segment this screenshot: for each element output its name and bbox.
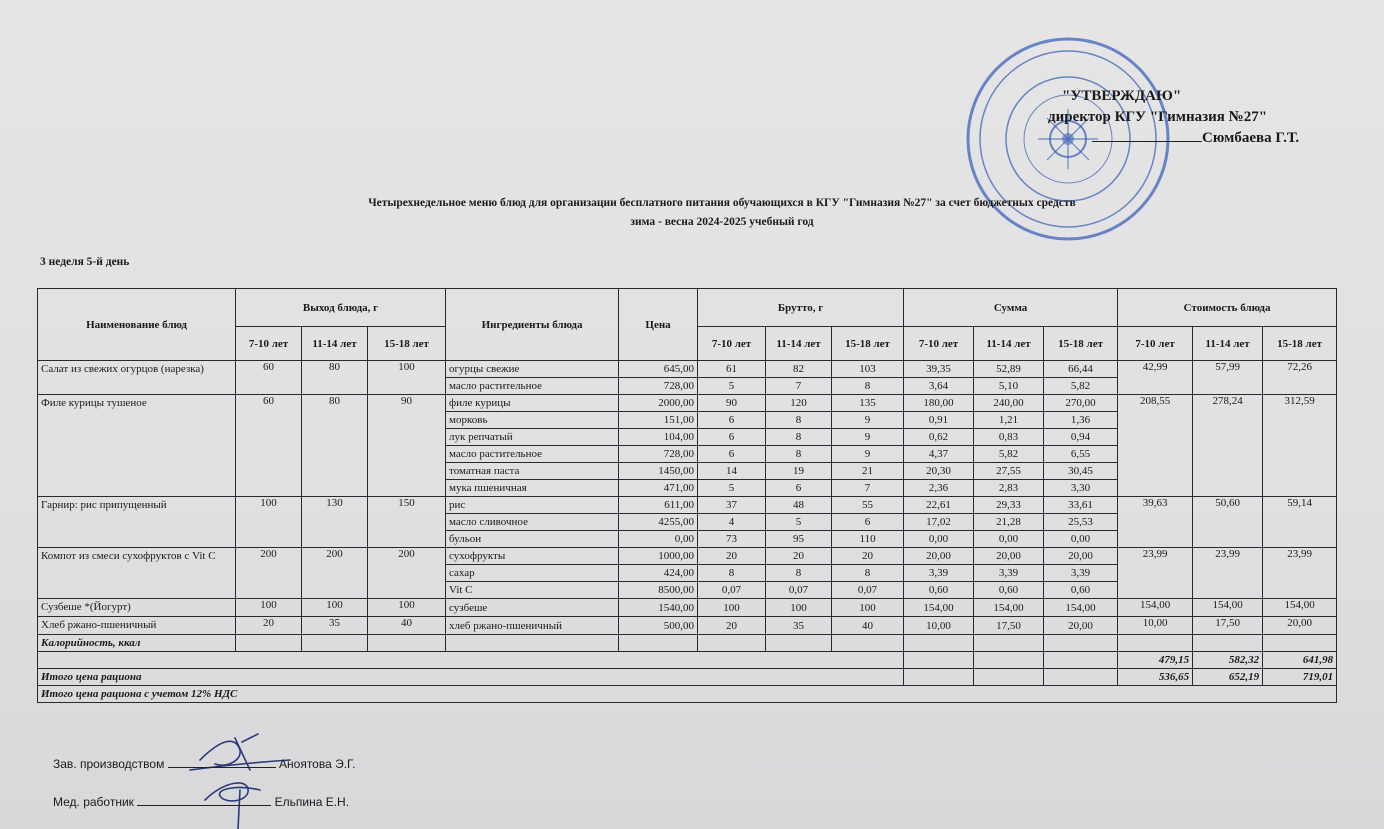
week-day-label: 3 неделя 5-й день: [40, 256, 130, 268]
gross-value: 7: [766, 378, 832, 395]
ingredient-name: мука пшеничная: [446, 480, 619, 497]
sum-value: 3,64: [904, 378, 974, 395]
sum-value: 240,00: [974, 395, 1044, 412]
ingredient-name: бульон: [446, 531, 619, 548]
dish-cost-value: 72,26: [1263, 361, 1337, 395]
gross-value: 35: [766, 617, 832, 635]
gross-value: 21: [832, 463, 904, 480]
total-vat-value: 719,01: [1263, 669, 1337, 686]
table-row: [38, 617, 1337, 635]
sum-value: 3,30: [1044, 480, 1118, 497]
sum-value: 0,91: [904, 412, 974, 429]
total-vat-value: 536,65: [1118, 669, 1193, 686]
dish-name: Гарнир: рис припущенный: [38, 497, 236, 548]
sum-value: 0,60: [974, 582, 1044, 599]
table-row: [38, 395, 1337, 412]
header-age-0: 7-10 лет: [698, 327, 766, 361]
empty-cell: [974, 635, 1044, 652]
price-value: 728,00: [619, 446, 698, 463]
dish-cost-value: 23,99: [1193, 548, 1263, 599]
output-value: 100: [368, 361, 446, 395]
sum-value: 20,00: [1044, 548, 1118, 565]
gross-value: 6: [698, 429, 766, 446]
output-value: 40: [368, 617, 446, 635]
price-value: 104,00: [619, 429, 698, 446]
sum-value: 5,82: [974, 446, 1044, 463]
total-value: 479,15: [1118, 652, 1193, 669]
header-age-1: 11-14 лет: [302, 327, 368, 361]
header-age-2: 15-18 лет: [832, 327, 904, 361]
medic-label: Мед. работник: [53, 795, 134, 809]
gross-value: 20: [698, 548, 766, 565]
sum-value: 3,39: [1044, 565, 1118, 582]
sum-value: 1,36: [1044, 412, 1118, 429]
gross-value: 20: [766, 548, 832, 565]
gross-value: 19: [766, 463, 832, 480]
approval-block: [1030, 86, 1350, 149]
ingredient-name: масло сливочное: [446, 514, 619, 531]
sum-value: 4,37: [904, 446, 974, 463]
production-name: Аноятова Э.Г.: [279, 757, 356, 771]
dish-cost-value: 57,99: [1193, 361, 1263, 395]
output-value: 80: [302, 395, 368, 497]
output-value: 100: [302, 599, 368, 617]
vat-row: [38, 686, 1337, 703]
gross-value: 5: [698, 480, 766, 497]
gross-value: 8: [832, 565, 904, 582]
gross-value: 61: [698, 361, 766, 378]
dish-cost-value: 50,60: [1193, 497, 1263, 548]
sum-value: 0,00: [1044, 531, 1118, 548]
sum-value: 0,00: [904, 531, 974, 548]
ration-total-row: [38, 669, 1337, 686]
price-value: 471,00: [619, 480, 698, 497]
sum-value: 0,62: [904, 429, 974, 446]
empty-cell: [904, 669, 974, 686]
gross-value: 82: [766, 361, 832, 378]
output-value: 60: [236, 395, 302, 497]
sum-value: 20,00: [974, 548, 1044, 565]
price-value: 1450,00: [619, 463, 698, 480]
empty-cell: [832, 635, 904, 652]
document-title: [0, 194, 1384, 232]
sum-value: 154,00: [904, 599, 974, 617]
gross-value: 20: [698, 617, 766, 635]
dish-name: Сузбеше *(Йогурт): [38, 599, 236, 617]
gross-value: 103: [832, 361, 904, 378]
sum-value: 20,30: [904, 463, 974, 480]
gross-value: 5: [698, 378, 766, 395]
dish-cost-value: 23,99: [1118, 548, 1193, 599]
gross-value: 6: [698, 446, 766, 463]
empty-cell: [619, 635, 698, 652]
output-value: 60: [236, 361, 302, 395]
sum-value: 3,39: [974, 565, 1044, 582]
sum-value: 1,21: [974, 412, 1044, 429]
approval-heading: "УТВЕРЖДАЮ": [1062, 88, 1182, 104]
table-row: [38, 599, 1337, 617]
calories-row: [38, 635, 1337, 652]
dish-cost-value: 20,00: [1263, 617, 1337, 635]
medic-sign-line: [137, 793, 271, 806]
dish-cost-value: 154,00: [1263, 599, 1337, 617]
total-vat-value: 652,19: [1193, 669, 1263, 686]
table-row: [38, 497, 1337, 514]
handwritten-signatures: [180, 730, 300, 829]
medic-name: Ельпина Е.Н.: [274, 795, 350, 809]
sum-value: 27,55: [974, 463, 1044, 480]
empty-cell: [698, 635, 766, 652]
price-value: 8500,00: [619, 582, 698, 599]
dish-name: Хлеб ржано-пшеничный: [38, 617, 236, 635]
header-age-1: 11-14 лет: [1193, 327, 1263, 361]
total-row: [38, 652, 1337, 669]
gross-value: 120: [766, 395, 832, 412]
director-name: Сюмбаева Г.Т.: [1202, 130, 1300, 146]
ingredient-name: сузбеше: [446, 599, 619, 617]
sum-value: 270,00: [1044, 395, 1118, 412]
dish-cost-value: 10,00: [1118, 617, 1193, 635]
output-value: 130: [302, 497, 368, 548]
sum-value: 20,00: [1044, 617, 1118, 635]
dish-name: Филе курицы тушеное: [38, 395, 236, 497]
sum-value: 0,00: [974, 531, 1044, 548]
empty-cell: [766, 635, 832, 652]
ingredient-name: филе курицы: [446, 395, 619, 412]
header-name: Наименование блюд: [38, 289, 236, 361]
ingredient-name: хлеб ржано-пшеничный: [446, 617, 619, 635]
empty-cell: [1263, 635, 1337, 652]
gross-value: 4: [698, 514, 766, 531]
sum-value: 5,10: [974, 378, 1044, 395]
dish-cost-value: 208,55: [1118, 395, 1193, 497]
gross-value: 110: [832, 531, 904, 548]
gross-value: 8: [766, 565, 832, 582]
dish-cost-value: 42,99: [1118, 361, 1193, 395]
empty-cell: [1044, 652, 1118, 669]
dish-cost-value: 17,50: [1193, 617, 1263, 635]
sum-value: 20,00: [904, 548, 974, 565]
sum-value: 0,60: [1044, 582, 1118, 599]
table-row: [38, 361, 1337, 378]
table-row: [38, 548, 1337, 565]
sum-value: 17,50: [974, 617, 1044, 635]
output-value: 100: [368, 599, 446, 617]
sum-value: 0,60: [904, 582, 974, 599]
sum-value: 25,53: [1044, 514, 1118, 531]
empty-cell: [1044, 635, 1118, 652]
gross-value: 8: [766, 429, 832, 446]
gross-value: 7: [832, 480, 904, 497]
header-age-1: 11-14 лет: [974, 327, 1044, 361]
ingredient-name: масло растительное: [446, 378, 619, 395]
menu-table: [37, 288, 1337, 703]
header-age-2: 15-18 лет: [368, 327, 446, 361]
output-value: 90: [368, 395, 446, 497]
ingredient-name: сухофрукты: [446, 548, 619, 565]
sum-value: 0,83: [974, 429, 1044, 446]
sum-value: 66,44: [1044, 361, 1118, 378]
gross-value: 100: [698, 599, 766, 617]
ingredient-name: огурцы свежие: [446, 361, 619, 378]
dish-name: Салат из свежих огурцов (нарезка): [38, 361, 236, 395]
empty-cell: [974, 652, 1044, 669]
empty-cell: [904, 635, 974, 652]
gross-value: 9: [832, 429, 904, 446]
total-value: 582,32: [1193, 652, 1263, 669]
signature-line: [1092, 129, 1202, 142]
sum-value: 17,02: [904, 514, 974, 531]
price-value: 1000,00: [619, 548, 698, 565]
sum-value: 154,00: [1044, 599, 1118, 617]
output-value: 80: [302, 361, 368, 395]
dish-cost-value: 23,99: [1263, 548, 1337, 599]
sum-value: 33,61: [1044, 497, 1118, 514]
gross-value: 6: [766, 480, 832, 497]
ingredient-name: сахар: [446, 565, 619, 582]
sum-value: 30,45: [1044, 463, 1118, 480]
price-value: 4255,00: [619, 514, 698, 531]
gross-value: 95: [766, 531, 832, 548]
ingredient-name: масло растительное: [446, 446, 619, 463]
sum-value: 154,00: [974, 599, 1044, 617]
header-age-1: 11-14 лет: [766, 327, 832, 361]
sum-value: 2,36: [904, 480, 974, 497]
empty-cell: [974, 669, 1044, 686]
sum-value: 10,00: [904, 617, 974, 635]
sum-value: 22,61: [904, 497, 974, 514]
ingredient-name: лук репчатый: [446, 429, 619, 446]
gross-value: 14: [698, 463, 766, 480]
dish-cost-value: 278,24: [1193, 395, 1263, 497]
price-value: 728,00: [619, 378, 698, 395]
header-ingredients: Ингредиенты блюда: [446, 289, 619, 361]
header-age-2: 15-18 лет: [1263, 327, 1337, 361]
header-output: Выход блюда, г: [236, 289, 446, 327]
gross-value: 55: [832, 497, 904, 514]
gross-value: 8: [698, 565, 766, 582]
sum-value: 3,39: [904, 565, 974, 582]
sum-value: 29,33: [974, 497, 1044, 514]
output-value: 150: [368, 497, 446, 548]
title-line-1: Четырехнедельное меню блюд для организации бесплатного питания обучающихся в КГУ "Гимназия №27" за счет бюджетных средств: [368, 197, 1076, 209]
gross-value: 8: [766, 412, 832, 429]
output-value: 100: [236, 599, 302, 617]
total-label: Итого цена рациона: [38, 669, 904, 686]
title-line-2: зима - весна 2024-2025 учебный год: [630, 216, 814, 228]
gross-value: 0,07: [766, 582, 832, 599]
gross-value: 90: [698, 395, 766, 412]
gross-value: 8: [832, 378, 904, 395]
production-signature: [53, 755, 355, 771]
sum-value: 6,55: [1044, 446, 1118, 463]
gross-value: 9: [832, 446, 904, 463]
price-value: 0,00: [619, 531, 698, 548]
dish-cost-value: 39,63: [1118, 497, 1193, 548]
gross-value: 135: [832, 395, 904, 412]
header-price: Цена: [619, 289, 698, 361]
gross-value: 100: [832, 599, 904, 617]
dish-cost-value: 154,00: [1118, 599, 1193, 617]
output-value: 20: [236, 617, 302, 635]
calories-label: Калорийность, ккал: [38, 635, 236, 652]
price-value: 424,00: [619, 565, 698, 582]
header-sum: Сумма: [904, 289, 1118, 327]
gross-value: 100: [766, 599, 832, 617]
gross-value: 8: [766, 446, 832, 463]
dish-name: Компот из смеси сухофруктов с Vit C: [38, 548, 236, 599]
dish-cost-value: 154,00: [1193, 599, 1263, 617]
ingredient-name: Vit C: [446, 582, 619, 599]
header-cost: Стоимость блюда: [1118, 289, 1337, 327]
sum-value: 2,83: [974, 480, 1044, 497]
total-vat-label: Итого цена рациона с учетом 12% НДС: [38, 686, 1337, 703]
empty-cell: [38, 652, 904, 669]
gross-value: 9: [832, 412, 904, 429]
medic-signature: [53, 793, 349, 809]
header-age-0: 7-10 лет: [236, 327, 302, 361]
dish-cost-value: 59,14: [1263, 497, 1337, 548]
approval-signatory: [1030, 128, 1350, 149]
header-age-0: 7-10 лет: [1118, 327, 1193, 361]
production-sign-line: [168, 755, 276, 768]
empty-cell: [1044, 669, 1118, 686]
production-label: Зав. производством: [53, 757, 165, 771]
output-value: 100: [236, 497, 302, 548]
empty-cell: [1193, 635, 1263, 652]
approval-position: директор КГУ "Гимназия №27": [1048, 109, 1268, 125]
gross-value: 5: [766, 514, 832, 531]
sum-value: 180,00: [904, 395, 974, 412]
gross-value: 0,07: [832, 582, 904, 599]
empty-cell: [302, 635, 368, 652]
gross-value: 37: [698, 497, 766, 514]
gross-value: 73: [698, 531, 766, 548]
gross-value: 6: [832, 514, 904, 531]
header-gross: Брутто, г: [698, 289, 904, 327]
price-value: 1540,00: [619, 599, 698, 617]
output-value: 200: [302, 548, 368, 599]
empty-cell: [368, 635, 446, 652]
empty-cell: [236, 635, 302, 652]
ingredient-name: морковь: [446, 412, 619, 429]
sum-value: 21,28: [974, 514, 1044, 531]
empty-cell: [1118, 635, 1193, 652]
gross-value: 48: [766, 497, 832, 514]
sum-value: 0,94: [1044, 429, 1118, 446]
output-value: 35: [302, 617, 368, 635]
empty-cell: [904, 652, 974, 669]
sum-value: 5,82: [1044, 378, 1118, 395]
sum-value: 52,89: [974, 361, 1044, 378]
price-value: 151,00: [619, 412, 698, 429]
price-value: 2000,00: [619, 395, 698, 412]
output-value: 200: [236, 548, 302, 599]
output-value: 200: [368, 548, 446, 599]
header-age-2: 15-18 лет: [1044, 327, 1118, 361]
gross-value: 0,07: [698, 582, 766, 599]
gross-value: 6: [698, 412, 766, 429]
ingredient-name: рис: [446, 497, 619, 514]
price-value: 500,00: [619, 617, 698, 635]
empty-cell: [446, 635, 619, 652]
ingredient-name: томатная паста: [446, 463, 619, 480]
dish-cost-value: 312,59: [1263, 395, 1337, 497]
total-value: 641,98: [1263, 652, 1337, 669]
sum-value: 39,35: [904, 361, 974, 378]
price-value: 611,00: [619, 497, 698, 514]
price-value: 645,00: [619, 361, 698, 378]
gross-value: 20: [832, 548, 904, 565]
gross-value: 40: [832, 617, 904, 635]
header-age-0: 7-10 лет: [904, 327, 974, 361]
